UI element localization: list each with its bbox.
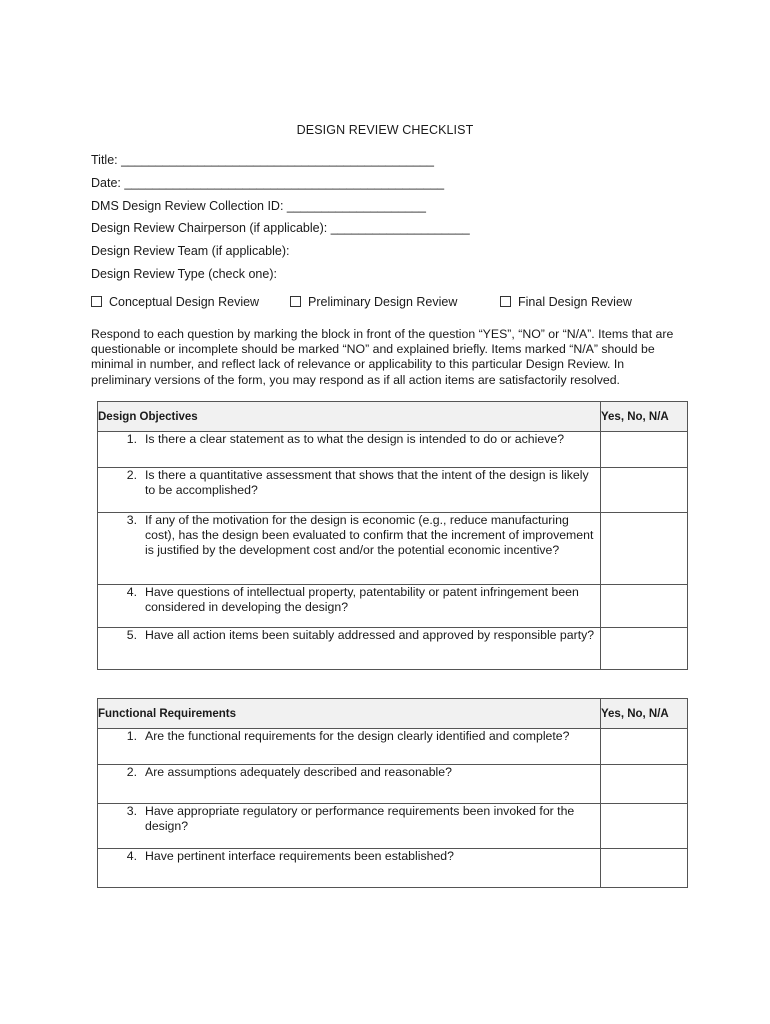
table-row [98,729,688,765]
answer-cell[interactable] [601,804,688,849]
review-team-field[interactable]: Design Review Team (if applicable): [91,244,290,258]
question-text: Have pertinent interface requirements been established? [145,849,454,863]
table-row [98,765,688,804]
question-number: 1. [126,729,137,743]
review-type-label: Design Review Type (check one): [91,267,277,281]
checkbox-label: Preliminary Design Review [308,295,458,309]
title-field[interactable]: Title: _____________________________________________ [91,153,434,167]
chairperson-field[interactable]: Design Review Chairperson (if applicable): ____________________ [91,221,470,235]
question-number: 1. [126,432,137,446]
answer-cell[interactable] [601,729,688,765]
document-title: DESIGN REVIEW CHECKLIST [296,123,474,137]
question-number: 2. [126,468,137,482]
answer-cell[interactable] [601,468,688,513]
question-text: Is there a quantitative assessment that shows that the intent of the design is likely to be accomplished? [145,468,589,498]
question-number: 2. [126,765,137,779]
question-text: Have questions of intellectual property, patentability or patent infringement been considered in developing the design? [145,585,579,615]
table-row [98,849,688,888]
answer-column-heading: Yes, No, N/A [601,402,688,432]
table-row [98,585,688,628]
question-number: 4. [126,849,137,863]
checkbox-label: Final Design Review [518,295,632,309]
answer-cell[interactable] [601,765,688,804]
checkbox-icon [91,296,102,307]
question-number: 3. [126,804,137,818]
table-row [98,513,688,585]
question-text: Is there a clear statement as to what the design is intended to do or achieve? [145,432,565,446]
design-objectives-table [97,401,688,670]
answer-cell[interactable] [601,585,688,628]
answer-cell[interactable] [601,849,688,888]
instructions-paragraph: Respond to each question by marking the block in front of the question “YES”, “NO” or “N/A”. Items that are questionable or incomplete should be marked “NO” and explained briefly. Items marked “N/A” should be minimal in number, and reflect lack of relevance or applicability to this particular Design Review. In preliminary versions of the form, you may respond as if all action items are satisfactorily resolved. [91,327,674,387]
date-field[interactable]: Date: ______________________________________________ [91,176,445,190]
answer-cell[interactable] [601,432,688,468]
question-text: Have all action items been suitably addressed and approved by responsible party? [145,628,595,642]
section-heading: Functional Requirements [98,699,601,729]
question-number: 5. [126,628,137,642]
answer-cell[interactable] [601,628,688,670]
checkbox-label: Conceptual Design Review [109,295,260,309]
question-text: Are the functional requirements for the design clearly identified and complete? [145,729,570,743]
table-row [98,628,688,670]
collection-id-field[interactable]: DMS Design Review Collection ID: ____________________ [91,199,426,213]
question-number: 4. [126,585,137,599]
question-text: Have appropriate regulatory or performance requirements been invoked for the design? [145,804,575,834]
question-text: If any of the motivation for the design is economic (e.g., reduce manufacturing cost), has the design been evaluated to confirm that the increment of improvement is justified by the development cost and/or the potential economic incentive? [145,513,594,558]
checkbox-icon [500,296,511,307]
table-row [98,432,688,468]
preliminary-review-checkbox[interactable] [290,295,457,309]
question-number: 3. [126,513,137,527]
table-row [98,804,688,849]
section-heading: Design Objectives [98,402,601,432]
conceptual-review-checkbox[interactable] [91,295,259,309]
functional-requirements-table [97,698,688,888]
review-type-options [91,295,691,313]
answer-cell[interactable] [601,513,688,585]
table-row [98,468,688,513]
answer-column-heading: Yes, No, N/A [601,699,688,729]
checkbox-icon [290,296,301,307]
final-review-checkbox[interactable] [500,295,632,309]
question-text: Are assumptions adequately described and reasonable? [145,765,452,779]
